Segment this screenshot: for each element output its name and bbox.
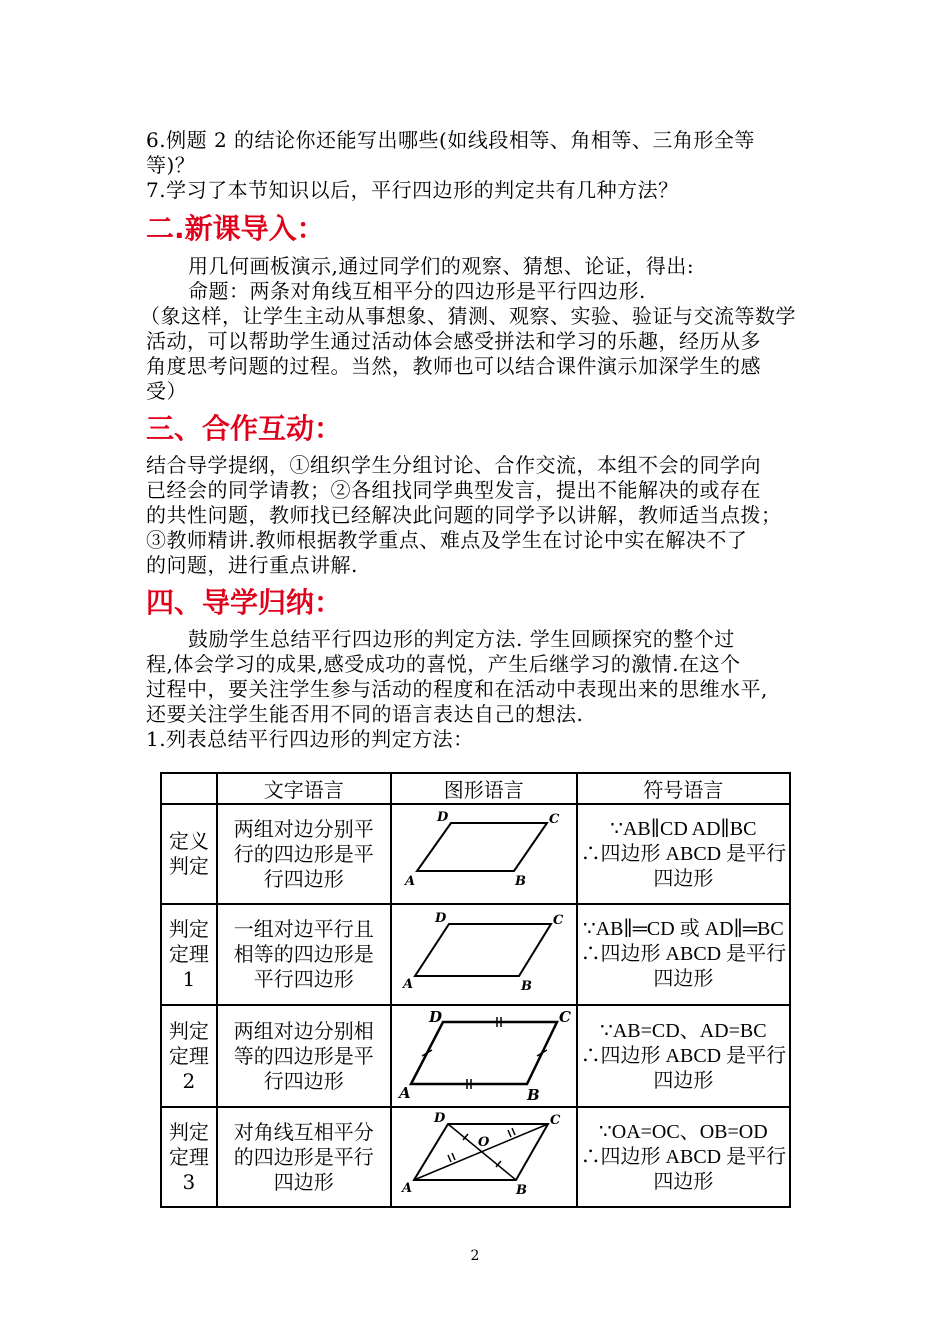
vertex-label-b: B: [515, 1183, 527, 1198]
paragraph-line: ③教师精讲.教师根据教学重点、难点及学生在讨论中实在解决不了: [146, 528, 748, 552]
diagonal-bd: [448, 1124, 516, 1180]
vertex-label-b: B: [520, 978, 532, 994]
row-label: [161, 1005, 217, 1107]
table-row: [161, 904, 790, 1005]
text-line: 四边形: [273, 1169, 334, 1194]
vertex-label-o: O: [477, 1135, 490, 1150]
symbol-line: 四边形: [653, 867, 714, 890]
symbol-line: 四边形: [653, 968, 714, 990]
text-line: 的四边形是平行: [233, 1144, 374, 1169]
label-line: 3: [182, 1169, 196, 1194]
row-label: [161, 804, 217, 904]
tick-mark: [512, 1128, 515, 1135]
vertex-label-b: B: [526, 1086, 540, 1104]
label-line: 1: [182, 967, 196, 991]
vertex-label-c: C: [548, 812, 560, 827]
table-row: [161, 1107, 790, 1207]
text-line: 平行四边形: [253, 967, 354, 991]
symbol-line: 四边形: [653, 1069, 714, 1092]
proposition-line: 命题：两条对角线互相平分的四边形是平行四边形.: [188, 279, 646, 303]
figure-cell: [391, 1107, 577, 1207]
question-7: 7.学习了本节知识以后，平行四边形的判定共有几种方法？: [146, 178, 679, 202]
text-line: 等的四边形是平: [233, 1043, 374, 1068]
vertex-label-c: C: [558, 1008, 571, 1026]
text-line: 行四边形: [263, 1068, 344, 1093]
figure-cell: [391, 804, 577, 904]
list-intro-line: 1.列表总结平行四边形的判定方法：: [146, 727, 474, 751]
text-line: 两组对边分别平: [233, 816, 374, 841]
label-line: 定理: [168, 942, 209, 966]
header-cell-figure: 图形语言: [391, 773, 577, 804]
symbolic-cell: [577, 1005, 790, 1107]
paragraph-line: 用几何画板演示,通过同学们的观察、猜想、论证，得出:: [188, 254, 695, 278]
vertex-label-a: A: [402, 976, 413, 992]
verbal-cell: [217, 804, 391, 904]
paragraph-line: 过程中，要关注学生参与活动的程度和在活动中表现出来的思维水平,: [146, 677, 768, 701]
criteria-table: [160, 772, 791, 1208]
symbolic-cell: [577, 804, 790, 904]
vertex-label-c: C: [552, 912, 564, 928]
symbolic-cell: [577, 1107, 790, 1207]
section-heading-summary: 四、导学归纳：: [146, 586, 343, 619]
text-line: 两组对边分别相: [233, 1018, 374, 1043]
figure-cell: [391, 1005, 577, 1107]
symbol-line: ∵AB∥═CD 或 AD∥═BC: [583, 918, 784, 940]
text-line: 行四边形: [263, 866, 344, 891]
label-line: 判定: [168, 1018, 209, 1043]
vertex-label-b: B: [514, 874, 526, 889]
symbol-line: ∴四边形 ABCD 是平行: [580, 842, 787, 865]
vertex-label-a: A: [398, 1084, 411, 1102]
header-cell-empty: [161, 773, 217, 804]
table-header-row: [161, 773, 790, 804]
paragraph-line: 角度思考问题的过程。当然，教师也可以结合课件演示加深学生的感: [146, 354, 761, 378]
tick-mark: [508, 1130, 511, 1137]
figure-cell: [391, 904, 577, 1005]
header-cell-symbolic: 符号语言: [577, 773, 790, 804]
table-row: [161, 804, 790, 904]
parallelogram-figure: [395, 1008, 573, 1104]
label-line: 定理: [168, 1144, 209, 1169]
vertex-label-d: D: [436, 810, 448, 825]
paragraph-line: （象这样，让学生主动从事想象、猜测、观察、实验、验证与交流等数学: [140, 304, 796, 328]
symbol-line: ∵AB∥CD AD∥BC: [610, 817, 757, 840]
parallelogram-shape: [411, 1022, 557, 1084]
label-line: 判定: [168, 917, 209, 941]
symbol-line: ∵AB=CD、AD=BC: [600, 1019, 767, 1042]
vertex-label-d: D: [433, 1112, 445, 1126]
label-line: 定理: [168, 1043, 209, 1068]
section-heading-new-lesson: 二.新课导入：: [146, 212, 325, 245]
vertex-label-c: C: [549, 1113, 561, 1128]
parallelogram-shape: [415, 924, 551, 976]
parallelogram-shape: [417, 823, 547, 871]
symbol-line: 四边形: [653, 1170, 714, 1193]
question-6-line-2: 等)？: [146, 153, 196, 177]
parallelogram-figure: [399, 910, 569, 1000]
label-line: 2: [182, 1068, 196, 1093]
paragraph-line: 鼓励学生总结平行四边形的判定方法. 学生回顾探究的整个过: [188, 627, 735, 651]
page-number: 2: [470, 1248, 480, 1264]
symbol-line: ∴四边形 ABCD 是平行: [580, 1044, 787, 1067]
paragraph-line: 受）: [146, 379, 187, 403]
row-label: [161, 904, 217, 1005]
question-6-line-1: 6.例题 2 的结论你还能写出哪些(如线段相等、角相等、三角形全等: [146, 128, 755, 152]
row-label: [161, 1107, 217, 1207]
symbol-line: ∵OA=OC、OB=OD: [599, 1120, 768, 1143]
tick-mark: [452, 1153, 455, 1160]
verbal-cell: [217, 1107, 391, 1207]
symbolic-cell: [577, 904, 790, 1005]
paragraph-line: 活动，可以帮助学生通过活动体会感受拼法和学习的乐趣，经历从多: [146, 329, 761, 353]
symbol-line: ∴四边形 ABCD 是平行: [580, 1145, 787, 1168]
text-line: 对角线互相平分: [233, 1119, 374, 1144]
paragraph-line: 还要关注学生能否用不同的语言表达自己的想法.: [146, 702, 584, 726]
verbal-cell: [217, 904, 391, 1005]
verbal-cell: [217, 1005, 391, 1107]
parallelogram-figure: [399, 809, 569, 899]
paragraph-line: 的共性问题，教师找已经解决此问题的同学予以讲解，教师适当点拨；: [146, 503, 782, 527]
paragraph-line: 的问题，进行重点讲解.: [146, 553, 358, 577]
section-heading-cooperation: 三、合作互动：: [146, 412, 343, 445]
parallelogram-figure: [398, 1112, 570, 1202]
header-cell-verbal: 文字语言: [217, 773, 391, 804]
table-row: [161, 1005, 790, 1107]
paragraph-line: 程,体会学习的成果,感受成功的喜悦，产生后继学习的激情.在这个: [146, 652, 741, 676]
vertex-label-a: A: [401, 1181, 412, 1196]
vertex-label-d: D: [434, 910, 446, 926]
paragraph-line: 结合导学提纲，①组织学生分组讨论、合作交流，本组不会的同学向: [146, 453, 761, 477]
text-line: 行的四边形是平: [233, 841, 374, 866]
label-line: 判定: [168, 1119, 209, 1144]
tick-mark: [448, 1155, 451, 1162]
text-line: 一组对边平行且: [233, 917, 374, 941]
vertex-label-d: D: [428, 1008, 442, 1026]
label-line: 判定: [168, 854, 209, 878]
text-line: 相等的四边形是: [233, 942, 374, 966]
vertex-label-a: A: [404, 874, 415, 889]
symbol-line: ∴四边形 ABCD 是平行: [580, 943, 787, 965]
paragraph-line: 已经会的同学请教；②各组找同学典型发言，提出不能解决的或存在: [146, 478, 761, 502]
label-line: 定义: [168, 829, 209, 853]
